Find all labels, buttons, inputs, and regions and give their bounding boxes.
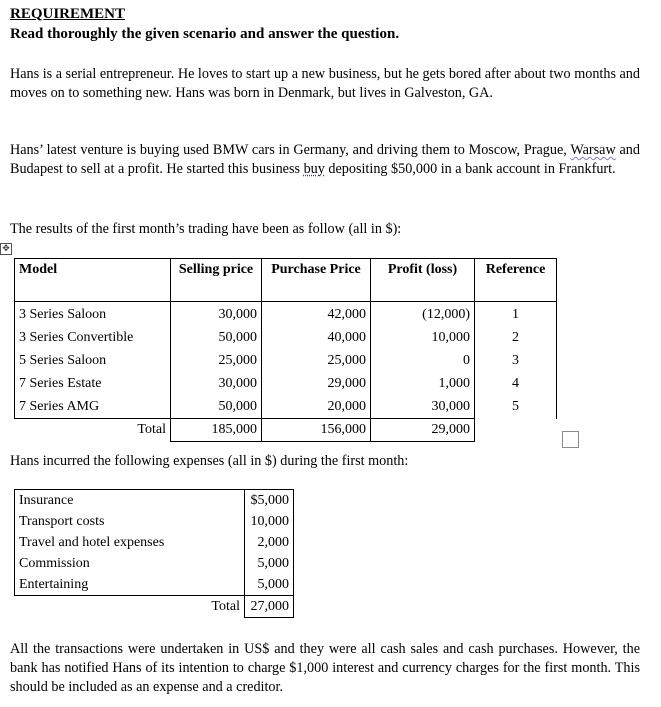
table-header-row (15, 259, 557, 302)
cell-selling: 50,000 (171, 326, 262, 349)
venture-paragraph (10, 141, 640, 179)
total-profit: 29,000 (371, 419, 475, 442)
header-reference: Reference (475, 259, 557, 302)
venture-text-a: Hans’ latest venture is buying used BMW cars in Germany, and driving them to Moscow, Prague, (10, 142, 571, 158)
spellcheck-word-warsaw[interactable]: Warsaw (570, 142, 616, 158)
cell-model: 7 Series AMG (15, 395, 171, 419)
cell-selling: 30,000 (171, 372, 262, 395)
table-row (15, 395, 557, 419)
venture-text-b: and Budapest to sell at a profit. He started this business (10, 142, 640, 177)
table-row (15, 574, 294, 596)
table-row (15, 326, 557, 349)
total-row (15, 419, 557, 442)
bank-charges-paragraph: All the transactions were undertaken in US$ and they were all cash sales and cash purchases. However, the bank has notified Hans of its intention to charge $1,000 interest and currency charges for the first month. This should be included as an expense and a creditor. (10, 641, 640, 695)
expenses-total-row (15, 596, 294, 618)
table-row (15, 511, 294, 532)
header-selling-price: Selling price (171, 259, 262, 302)
table-resize-handle-icon[interactable] (562, 431, 579, 448)
table-row (15, 490, 294, 512)
cell-purchase: 25,000 (262, 349, 371, 372)
expense-amount: 5,000 (245, 574, 294, 596)
header-model: Model (15, 259, 171, 302)
expenses-total-label: Total (15, 596, 245, 618)
instruction-subheading: Read thoroughly the given scenario and answer the question. (10, 26, 400, 42)
table-row (15, 532, 294, 553)
total-selling: 185,000 (171, 419, 262, 442)
table-row (15, 349, 557, 372)
intro-paragraph: Hans is a serial entrepreneur. He loves to start up a new business, but he gets bored after about two months and moves on to something new. Hans was born in Denmark, but lives in Galveston, GA. (10, 66, 640, 101)
expenses-table (14, 489, 294, 618)
cell-profit: (12,000) (371, 302, 475, 327)
cell-reference: 4 (475, 372, 557, 395)
expense-amount: 5,000 (245, 553, 294, 574)
cell-profit: 10,000 (371, 326, 475, 349)
total-purchase: 156,000 (262, 419, 371, 442)
venture-text-c: depositing $50,000 in a bank account in Frankfurt. (324, 161, 616, 177)
cell-model: 3 Series Saloon (15, 302, 171, 327)
cell-selling: 50,000 (171, 395, 262, 419)
cell-purchase: 29,000 (262, 372, 371, 395)
total-label: Total (15, 419, 171, 442)
cell-reference: 5 (475, 395, 557, 419)
table-row (15, 372, 557, 395)
cell-purchase: 40,000 (262, 326, 371, 349)
table-row (15, 553, 294, 574)
cell-profit: 30,000 (371, 395, 475, 419)
expense-amount: $5,000 (245, 490, 294, 512)
expense-item: Insurance (15, 490, 245, 512)
cell-purchase: 20,000 (262, 395, 371, 419)
cell-selling: 30,000 (171, 302, 262, 327)
requirement-heading: REQUIREMENT (10, 6, 126, 22)
expense-item: Entertaining (15, 574, 245, 596)
expense-item: Travel and hotel expenses (15, 532, 245, 553)
cell-reference: 2 (475, 326, 557, 349)
expense-amount: 10,000 (245, 511, 294, 532)
header-profit-loss: Profit (loss) (371, 259, 475, 302)
cell-model: 3 Series Convertible (15, 326, 171, 349)
cell-profit: 1,000 (371, 372, 475, 395)
cell-purchase: 42,000 (262, 302, 371, 327)
expense-item: Commission (15, 553, 245, 574)
table-row (15, 302, 557, 327)
cell-reference: 3 (475, 349, 557, 372)
total-empty-cell (475, 419, 557, 442)
cell-selling: 25,000 (171, 349, 262, 372)
table-move-handle-icon[interactable]: ✥ (0, 243, 12, 255)
results-intro: The results of the first month’s trading have been as follow (all in $): (10, 221, 402, 237)
cell-reference: 1 (475, 302, 557, 327)
expense-item: Transport costs (15, 511, 245, 532)
cell-model: 5 Series Saloon (15, 349, 171, 372)
expenses-total-amount: 27,000 (245, 596, 294, 618)
expense-amount: 2,000 (245, 532, 294, 553)
expenses-intro: Hans incurred the following expenses (all in $) during the first month: (10, 453, 409, 469)
grammar-word-buy[interactable]: buy (303, 161, 325, 177)
header-purchase-price: Purchase Price (262, 259, 371, 302)
cell-profit: 0 (371, 349, 475, 372)
cell-model: 7 Series Estate (15, 372, 171, 395)
trading-results-table (14, 258, 557, 442)
